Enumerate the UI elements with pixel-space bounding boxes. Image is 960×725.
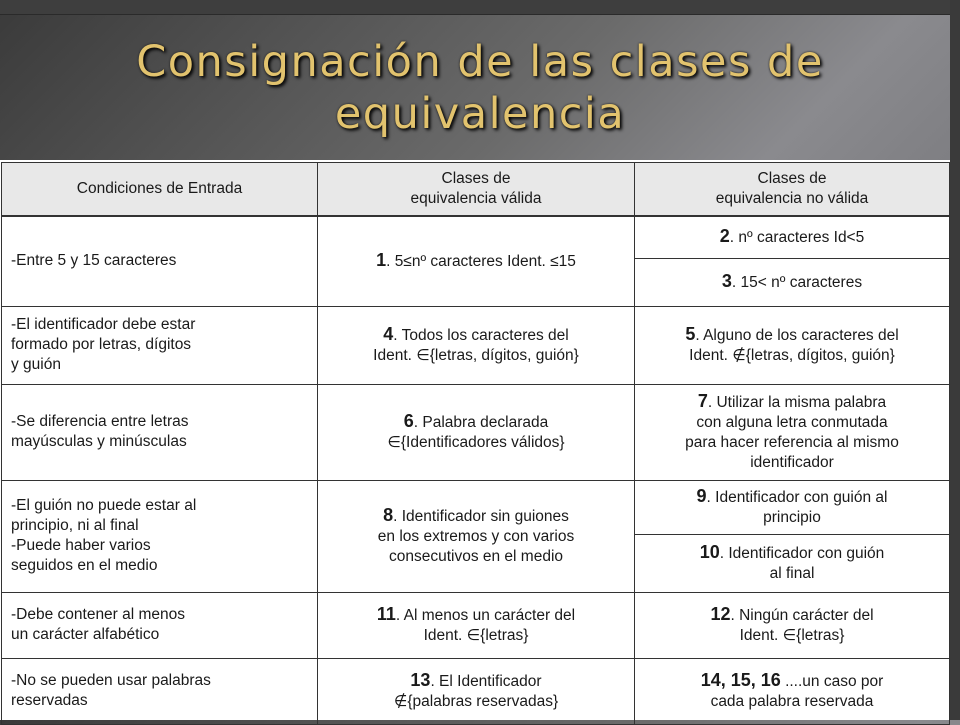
condition-cell [2, 306, 318, 384]
header-invalid-line2: equivalencia no válida [715, 190, 869, 207]
class-text: . El Identificador ∉{palabras reservadas} [393, 673, 559, 710]
condition-text: -No se pueden usar palabras reservadas [11, 672, 211, 709]
class-number: 12 [710, 604, 731, 624]
equivalence-table-sheet [0, 160, 950, 720]
class-number: 1 [376, 250, 387, 271]
invalid-class-cell [635, 534, 950, 592]
invalid-class-cell [635, 306, 950, 384]
class-text: . Alguno de los caracteres del Ident. ∉{letras, dígitos, guión} [689, 327, 899, 364]
header-conditions [2, 163, 318, 217]
table-row [2, 306, 950, 384]
header-valid-classes [318, 163, 635, 217]
class-text: . 15< nº caracteres [731, 274, 863, 291]
table-row [2, 658, 950, 724]
class-number: 6 [403, 411, 414, 431]
condition-cell [2, 216, 318, 306]
header-invalid-line1: Clases de [757, 170, 827, 187]
valid-class-cell [318, 306, 635, 384]
table-row [2, 384, 950, 480]
header-conditions-label: Condiciones de Entrada [76, 180, 243, 197]
condition-cell [2, 592, 318, 658]
condition-cell [2, 384, 318, 480]
class-text: . nº caracteres Id<5 [729, 229, 865, 247]
class-text: . Todos los caracteres del Ident. ∈{letras, dígitos, guión} [373, 327, 579, 364]
class-number: 7 [697, 391, 708, 411]
class-number: 10 [699, 542, 720, 562]
class-number: 14, 15, 16 [700, 670, 781, 690]
class-text: . Identificador sin guiones en los extremos y con varios consecutivos en el medio [377, 508, 575, 565]
condition-cell [2, 658, 318, 724]
slide-top-strip [0, 0, 960, 15]
valid-class-cell [318, 384, 635, 480]
class-text: ....un caso por cada palabra reservada [710, 673, 884, 710]
class-number: 4 [383, 324, 394, 344]
class-number: 13 [410, 670, 431, 690]
header-valid-line1: Clases de [441, 170, 511, 187]
invalid-class-cell [635, 480, 950, 534]
condition-cell [2, 480, 318, 592]
valid-class-cell [318, 216, 635, 306]
class-number: 5 [685, 324, 696, 344]
table-row [2, 592, 950, 658]
valid-class-cell [318, 592, 635, 658]
invalid-class-cell [635, 658, 950, 724]
class-text: . Al menos un carácter del Ident. ∈{letras} [395, 607, 576, 644]
header-valid-line2: equivalencia válida [410, 190, 542, 207]
class-number: 2 [719, 226, 730, 247]
class-text: . 5≤nº caracteres Ident. ≤15 [386, 253, 576, 271]
valid-class-cell [318, 480, 635, 592]
class-text: . Identificador con guión al final [719, 545, 885, 582]
condition-text: -Entre 5 y 15 caracteres [11, 252, 177, 270]
class-text: . Ningún carácter del Ident. ∈{letras} [730, 607, 874, 644]
valid-class-cell [318, 658, 635, 724]
invalid-class-cell [635, 384, 950, 480]
condition-text: -El guión no puede estar al principio, ni al final -Puede haber varios seguidos en el medio [11, 497, 197, 574]
invalid-class-cell [635, 592, 950, 658]
table-row [2, 480, 950, 534]
slide-title: Consignación de las clases de equivalencia [136, 37, 824, 139]
equivalence-classes-table [1, 162, 950, 725]
invalid-class-cell [635, 258, 950, 306]
invalid-class-cell [635, 216, 950, 258]
slide-right-bar [950, 0, 960, 720]
class-number: 8 [383, 505, 394, 525]
class-number: 11 [376, 604, 396, 624]
class-number: 9 [696, 486, 707, 506]
class-text: . Palabra declarada ∈{Identificadores válidos} [387, 414, 565, 451]
class-text: . Utilizar la misma palabra con alguna letra conmutada para hacer referencia al mismo identificador [685, 394, 899, 471]
class-text: . Identificador con guión al principio [706, 489, 888, 526]
table-row [2, 216, 950, 258]
table-header-row [2, 163, 950, 217]
condition-text: -Debe contener al menos un carácter alfabético [11, 606, 186, 643]
condition-text: -El identificador debe estar formado por letras, dígitos y guión [11, 316, 196, 373]
header-invalid-classes [635, 163, 950, 217]
class-number: 3 [721, 271, 732, 291]
condition-text: -Se diferencia entre letras mayúsculas y minúsculas [11, 413, 189, 450]
